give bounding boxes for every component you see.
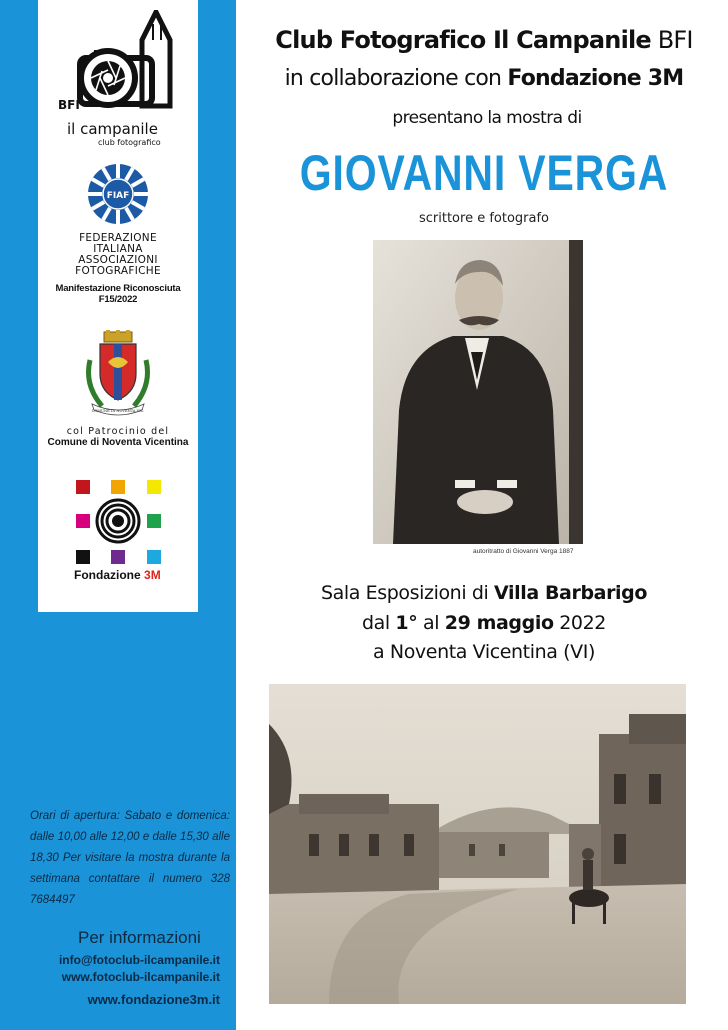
header-line-3: presentano la mostra di — [392, 108, 582, 128]
collab-text: in collaborazione con — [284, 66, 502, 91]
fiaf-line-3: ASSOCIAZIONI — [78, 254, 158, 266]
fiaf-badge-text: FIAF — [106, 191, 130, 201]
fondazione-word: Fondazione — [74, 568, 141, 582]
color-square-9 — [147, 550, 161, 564]
fiaf-line-4: FOTOGRAFICHE — [75, 265, 161, 277]
street-scene-photo — [269, 684, 686, 1004]
municipal-crest-icon — [80, 330, 156, 416]
color-square-4 — [76, 514, 90, 528]
color-square-3 — [147, 480, 161, 494]
venue-prefix: Sala Esposizioni di — [320, 582, 489, 604]
portrait-caption: autoritratto di Giovanni Verga 1887 — [473, 548, 574, 555]
opening-hours: Orari di apertura: Sabato e domenica: dalle 10,00 alle 12,00 e dalle 15,30 alle 18,30 Per visitare la mostra durante la settimana contattare il numero 328 7684497 — [30, 810, 230, 906]
info-website-link[interactable]: www.fotoclub-ilcampanile.it — [61, 970, 220, 984]
venue-location: a Noventa Vicentina (VI) — [373, 641, 595, 663]
color-square-6 — [147, 514, 161, 528]
three-m-word: 3M — [144, 568, 161, 582]
patronage-line-1: col Patrocinio del — [66, 426, 170, 437]
fondazione-website-link[interactable]: www.fondazione3m.it — [87, 992, 220, 1007]
date-end: 29 maggio — [444, 612, 554, 634]
club-bfi: BFI — [657, 26, 693, 54]
club-name: il campanile — [67, 120, 158, 138]
club-subtitle: club fotografico — [98, 138, 161, 147]
fondazione-3m-label — [74, 568, 161, 582]
fiaf-line-1: FEDERAZIONE — [79, 232, 157, 244]
fiaf-federation-name — [38, 233, 198, 277]
header-line-1 — [240, 26, 728, 54]
fiaf-emblem-icon — [86, 162, 150, 226]
concentric-circles-icon — [95, 498, 141, 544]
exhibition-subtitle: scrittore e fotografo — [418, 211, 550, 226]
exhibition-title: GIOVANNI VERGA — [299, 145, 669, 201]
color-square-2 — [111, 480, 125, 494]
venue-line-1 — [240, 582, 728, 604]
venue-dates — [240, 612, 728, 634]
info-email-link[interactable]: info@fotoclub-ilcampanile.it — [58, 953, 220, 967]
color-square-8 — [111, 550, 125, 564]
dates-from: dal — [361, 612, 390, 634]
collab-partner: Fondazione 3M — [507, 66, 684, 91]
header-line-2 — [240, 66, 728, 91]
fiaf-block — [38, 162, 198, 305]
patronage-line-2: Comune di Noventa Vicentina — [47, 437, 189, 448]
crest-ribbon-text: COMUNE DI NOVENTA VIC. — [91, 409, 145, 413]
date-year: 2022 — [559, 612, 606, 634]
club-title: Club Fotografico Il Campanile — [275, 26, 651, 54]
patronage-block — [38, 330, 198, 448]
info-title: Per informazioni — [78, 928, 201, 947]
bfi-mark: BFI — [58, 98, 80, 112]
venue-name: Villa Barbarigo — [494, 582, 648, 604]
portrait-photo — [373, 240, 583, 544]
fiaf-recognition: Manifestazione Riconosciuta F15/2022 — [55, 283, 181, 305]
fondazione-3m-logo — [38, 478, 198, 588]
date-start: 1° — [395, 612, 418, 634]
dates-to: al — [422, 612, 440, 634]
color-square-1 — [76, 480, 90, 494]
fiaf-line-2: ITALIANA — [93, 243, 143, 255]
color-square-7 — [76, 550, 90, 564]
